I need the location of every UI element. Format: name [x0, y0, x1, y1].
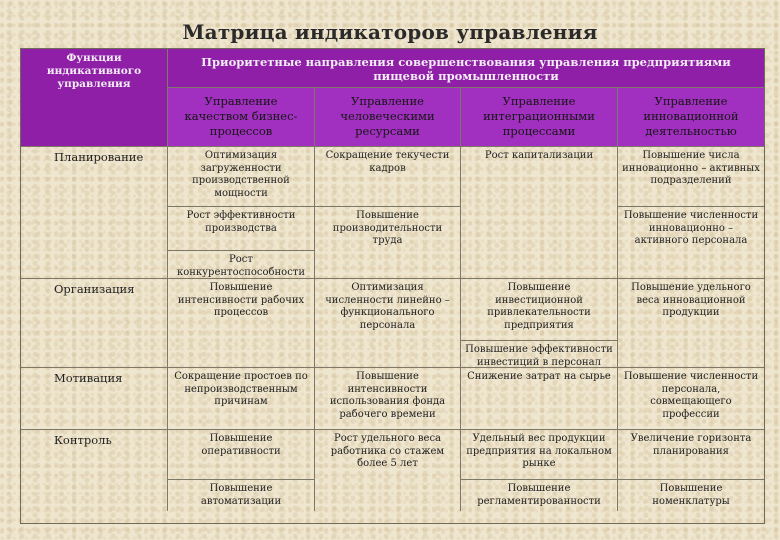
- planning-quality-cell-1: Оптимизация загруженности производственной мощности: [168, 147, 315, 207]
- organization-hr-cell: Оптимизация численности линейно – функционального персонала: [315, 279, 461, 368]
- page-title: Матрица индикаторов управления: [182, 20, 598, 44]
- motivation-quality-cell: Сокращение простоев по непроизводственным причинам: [168, 368, 315, 430]
- organization-quality-cell: Повышение интенсивности рабочих процессов: [168, 279, 315, 368]
- organization-innovation-cell: Повышение удельного веса инновационной продукции: [618, 279, 764, 368]
- control-integration-cell-2: Повышение регламентированности: [461, 480, 618, 511]
- directions-header: Приоритетные направления совершенствования управления предприятиями пищевой промышленности: [168, 49, 764, 88]
- planning-quality-cell-3: Рост конкурентоспособности: [168, 251, 315, 279]
- control-quality-cell-2: Повышение автоматизации: [168, 480, 315, 511]
- function-control: Контроль: [21, 430, 168, 511]
- function-organization: Организация: [21, 279, 168, 368]
- control-innovation-cell-2: Повышение номенклатуры: [652, 483, 730, 507]
- motivation-integration-cell: Снижение затрат на сырье: [461, 368, 618, 430]
- control-quality-cell-1: Повышение оперативности: [168, 430, 315, 480]
- organization-integration-cell-1: Повышение инвестиционной привлекательности предприятия: [461, 279, 618, 341]
- planning-hr-cell-2: Повышение производительности труда: [315, 207, 461, 279]
- planning-hr-cell-1: Сокращение текучести кадров: [315, 147, 461, 207]
- subheader-quality: Управление качеством бизнес-процессов: [168, 88, 315, 147]
- control-hr-cell: Рост удельного веса работника со стажем более 5 лет: [315, 430, 461, 511]
- motivation-innovation-cell: Повышение численности персонала, совмещающего профессии: [618, 368, 764, 430]
- function-planning: Планирование: [21, 147, 168, 279]
- control-integration-cell-1: Удельный вес продукции предприятия на локальном рынке: [461, 430, 618, 480]
- functions-header: Функции индикативного управления: [21, 49, 168, 147]
- subheader-human-resources: Управление человеческими ресурсами: [315, 88, 461, 147]
- planning-quality-cell-2: Рост эффективности производства: [168, 207, 315, 251]
- subheader-innovation: Управление инновационной деятельностью: [618, 88, 764, 147]
- planning-integration-cell: Рост капитализации: [461, 147, 618, 279]
- organization-integration-cell-2: Повышение эффективности инвестиций в персонал: [461, 341, 618, 368]
- planning-innovation-cell-1: Повышение числа инновационно – активных подразделений: [618, 147, 764, 207]
- indicator-matrix-table: [20, 48, 765, 524]
- subheader-integration: Управление интеграционными процессами: [461, 88, 618, 147]
- control-innovation-cell-1: Увеличение горизонта планирования: [618, 430, 764, 480]
- motivation-hr-cell: Повышение интенсивности использования фонда рабочего времени: [315, 368, 461, 430]
- function-motivation: Мотивация: [21, 368, 168, 430]
- planning-innovation-cell-2: Повышение численности инновационно – активного персонала: [618, 207, 764, 279]
